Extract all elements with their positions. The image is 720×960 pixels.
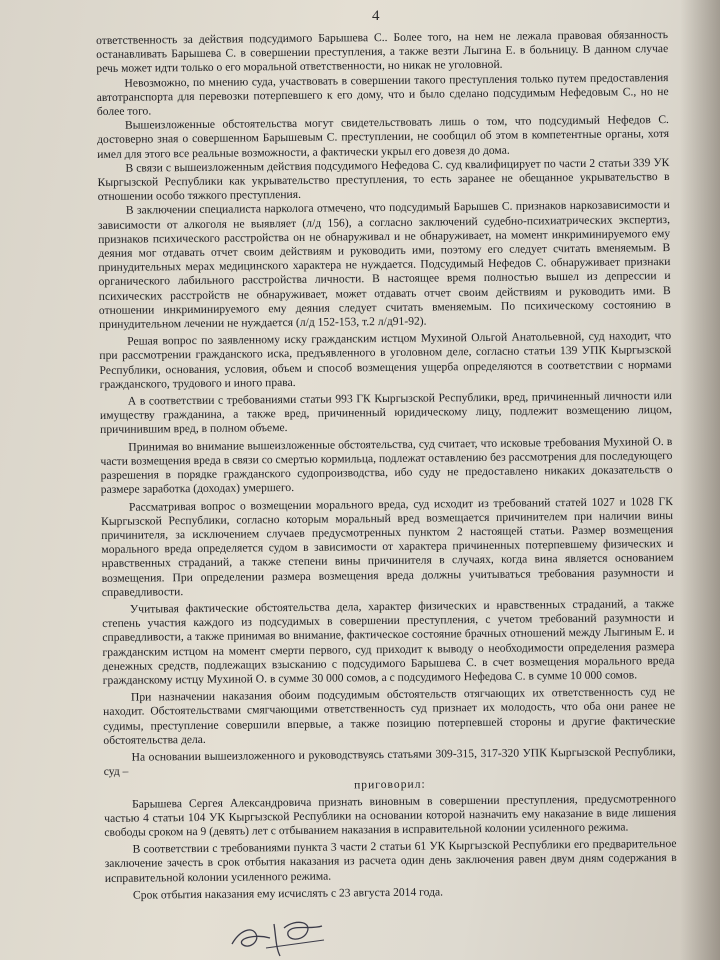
paragraph-9: Рассматривая вопрос о возмещении морального вреда, суд исходит из требований статей 1027 и 1028 ГК Кыргызской Республики, согласно которым моральный вред возмещается причинителем при наличии вины причинителя, за исключением случаев предусмотренных пунктом 2 настоящей статьи. Размер возмещения морального вреда определяется судом в зависимости от характера причиненных потерпевшему физических и нравственных страданий, а также степени вины причинителя в случаях, когда вина является основанием возмещения. При определении размера возмещения вреда должны учитываться требования разумности и справедливости. xyxy=(101,494,674,599)
paragraph-7: А в соответствии с требованиями статьи 993 ГК Кыргызской Республики, вред, причиненный личности или имуществу гражданина, а также вред, причиненный юридическому лицу, подлежит возмещению лицом, причинившим вред, в полном объеме. xyxy=(99,389,673,437)
paragraph-8: Принимая во внимание вышеизложенные обстоятельства, суд считает, что исковые требования Мухиной О. в части возмещения вреда в связи со смертью кормильца, подлежат оставлению без рассмотрения для последующего разрешения в порядке гражданского судопроизводства, ибо суду не предоставлено никаких доказательств о размере заработка (доходах) умершего. xyxy=(100,434,673,497)
paragraph-2: Невозможно, по мнению суда, участвовать в совершении такого преступления только путем предоставления автотранспорта для перевозки потерпевшего к его дому, что и было сделано подсудимым Нефедовым С., но не более того. xyxy=(96,70,669,119)
page-number: 4 xyxy=(372,8,380,24)
paragraph-5: В заключении специалиста нарколога отмечено, что подсудимый Барышев С. признаков наркозависимости и зависимости от алкоголя не выявляет (л/д 156), а согласно заключений судебно-психиатрических экспертиз, признаков психического расстройства он не обнаруживал и не обнаруживает, на момент инкриминируемого ему деяния мог отдавать отчет своим действиям и руководить ими, поэтому его следует считать вменяемым. В принудительных мерах медицинского характера не нуждается. Подсудимый Нефедов С. обнаруживает признаки органического лабильного расстройства личности. В настоящее время полностью вышел из депрессии и психических расстройств не обнаруживает, может отдавать отчет своим действиям и руководить ими. В отношении инкриминируемого ему деяния следует считать вменяемым. По психическому состоянию в принудительном лечении не нуждается (л/д 152-153, т.2 л/д91-92). xyxy=(97,198,671,332)
verdict-paragraph-1: Барышева Сергея Александровича признать виновным в совершении преступления, предусмотренного частью 4 статьи 104 УК Кыргызской Республики на основании которой назначить ему наказание в виде лишения свободы сроком на 9 (девять) лет с отбыванием наказания в исправительной колонии усиленного режима. xyxy=(104,791,677,839)
paragraph-4: В связи с вышеизложенным действия подсудимого Нефедова С. суд квалифицирует по части 2 статьи 339 УК Кыргызской Республики как укрывательство преступления, то есть заранее не обещанное укрывательство в отношении особо тяжкого преступления. xyxy=(97,155,670,204)
verdict-paragraph-2: В соответствии с требованиями пункта 3 части 2 статьи 61 УК Кыргызской Республики его предварительное заключение зачесть в срок отбытия наказания из расчета один день заключения равен двум дням содержания в исправительной колонии усиленного режима. xyxy=(104,837,677,885)
handwritten-signature xyxy=(226,904,336,960)
page-shadow xyxy=(680,0,720,960)
paragraph-10: Учитывая фактические обстоятельства дела, характер физических и нравственных страданий, а также степень участия каждого из подсудимых в совершении преступления, с учетом требований разумности и справедливости, а также принимая во внимание, фактическое состояние брачных отношений между Лыгиным Е. и гражданским истцом на момент смерти первого, суд приходит к выводу о необходимости определения размера денежных средств, подлежащих взысканию с подсудимого Барышева С. в счет возмещения морального вреда гражданскому истцу Мухиной О. в сумме 30 000 сомов, а с подсудимого Нефедова С. в сумме 10 000 сомов. xyxy=(102,596,675,687)
paragraph-1: ответственность за действия подсудимого Барышева С.. Более того, на нем не лежала правовая обязанность останавливать Барышева С. в совершении преступления, а также везти Лыгина Е. в больницу. В данном случае речь может идти только о его моральной ответственности, но никак не уголовной. xyxy=(96,28,669,76)
paragraph-11: При назначении наказания обоим подсудимым обстоятельств отягчающих их ответственность суд не находит. Обстоятельствами смягчающими ответственность суд признает их молодость, что оба они ранее не судимы, преступление совершили впервые, а также позицию потерпевшей стороны и другие фактические обстоятельства дела. xyxy=(103,685,676,747)
verdict-paragraph-3: Срок отбытия наказания ему исчислять с 23 августа 2014 года. xyxy=(132,885,444,902)
paragraph-6: Решая вопрос по заявленному иску гражданским истцом Мухиной Ольгой Анатольевной, суд находит, что при рассмотрении гражданского иска, предъявленного в уголовном деле, согласно статьи 139 УПК Кыргызской Республики, основания, условия, объем и способ возмещения ущерба определяются в соответствии с нормами гражданского, трудового и иного права. xyxy=(99,329,672,391)
verdict-heading: приговорил: xyxy=(353,777,426,792)
paragraph-12: На основании вышеизложенного и руководствуясь статьями 309-315, 317-320 УПК Кыргызской Республики, суд – xyxy=(103,744,676,779)
paragraph-3: Вышеизложенные обстоятельства могут свидетельствовать лишь о том, что подсудимый Нефедов С. достоверно зная о совершенном Барышевым С. преступлении, не сообщил об этом в компетентные органы, хотя имел для этого все реальные возможности, а фактически укрыл его довезя до дома. xyxy=(97,113,670,161)
document-body xyxy=(96,28,677,903)
